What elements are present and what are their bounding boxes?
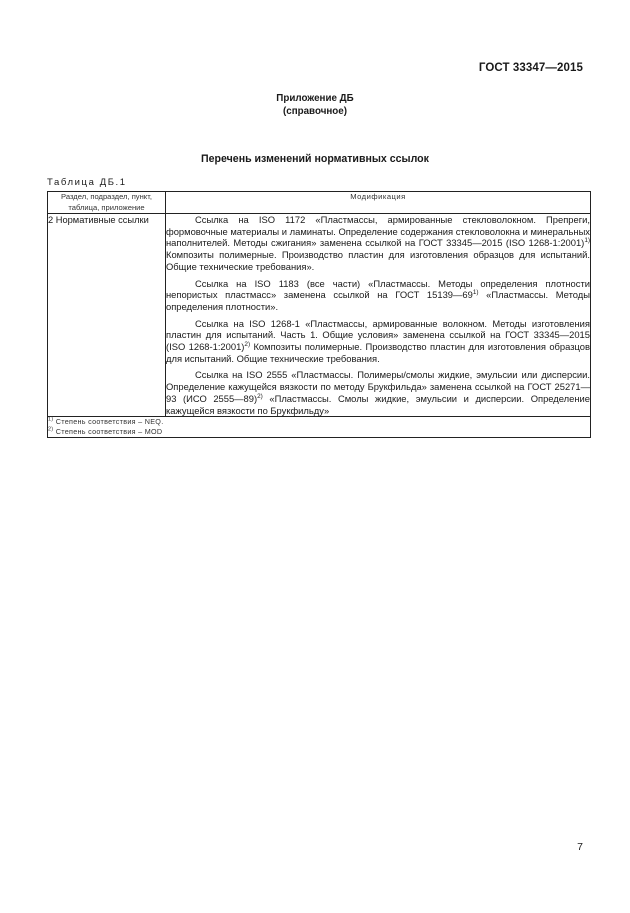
- footnote-number: 2): [48, 426, 54, 433]
- modification-paragraph: [166, 318, 590, 365]
- modification-paragraph: [166, 369, 590, 416]
- footnote-number: 1): [48, 416, 54, 423]
- standard-code: ГОСТ 33347—2015: [478, 62, 583, 74]
- modification-text: «Пластмассы. Смолы жидкие, эмульсии и дисперсии. Определение кажущейся вязкости по Брукфильду»: [166, 392, 590, 416]
- reference-changes-table: [47, 191, 591, 438]
- document-title: Перечень изменений нормативных ссылок: [201, 153, 429, 165]
- appendix-heading: [0, 92, 630, 118]
- modification-text: Ссылка на ISO 1172 «Пластмассы, армированные стекловолокном. Препреги, формовочные материалы и ламинаты. Определение содержания стекловолокна и минеральных наполнителей. Методы сжигания» заменена ссылкой на ГОСТ 33345—2015 (ISO 1268-1:2001): [166, 214, 590, 249]
- appendix-subtitle: (справочное): [283, 106, 347, 117]
- modification-text: «Пластмассы. Методы определения плотности».: [166, 289, 590, 312]
- footnotes-row: [48, 417, 591, 438]
- section-cell: 2 Нормативные ссылки: [48, 214, 166, 417]
- modification-text: Композиты полимерные. Производство пластин для изготовления образцов для испытаний. Общие технические требования».: [166, 249, 590, 272]
- appendix-title: Приложение ДБ: [276, 93, 354, 104]
- modification-text: Ссылка на ISO 1183 (все части) «Пластмассы. Методы определения плотности непористых пластмасс» заменена ссылкой на ГОСТ 15139—69: [166, 277, 590, 301]
- footnote-text: Степень соответствия – NEQ.: [53, 417, 164, 427]
- table-caption: Таблица ДБ.1: [47, 177, 127, 188]
- table-header-row: [48, 192, 591, 214]
- footnote-mark: 2): [244, 340, 251, 348]
- footnote-mark: 1): [584, 237, 590, 245]
- column-header-modification: Модификация: [166, 192, 591, 214]
- table-row: [48, 214, 591, 417]
- modification-paragraph: [166, 278, 590, 313]
- footnote-mark: 2): [257, 392, 263, 400]
- modification-paragraph: [166, 214, 590, 273]
- footnote: [48, 417, 590, 427]
- modification-cell: [166, 214, 591, 417]
- column-header-section: Раздел, подраздел, пункт, таблица, приложение: [48, 192, 166, 214]
- page-number: 7: [577, 841, 583, 853]
- footnote-text: Степень соответствия – MOD: [53, 427, 163, 437]
- modification-text: Композиты полимерные. Производство пластин для изготовления образцов для испытаний. Общие технические требования.: [166, 341, 590, 364]
- modification-text: Ссылка на ISO 1268-1 «Пластмассы, армированные волокном. Методы изготовления пластин для испытаний. Часть 1. Общие условия» заменена ссылкой на ГОСТ 33345—2015 (ISO 1268-1:2001): [166, 317, 590, 353]
- footnotes-cell: [48, 417, 591, 438]
- footnote: [48, 427, 590, 437]
- modification-text: Ссылка на ISO 2555 «Пластмассы. Полимеры/смолы жидкие, эмульсии или дисперсии. Определение кажущейся вязкости по методу Брукфильда» заменена ссылкой на ГОСТ 25271—93 (ИСО 2555—89): [166, 369, 590, 404]
- footnote-mark: 1): [472, 289, 479, 297]
